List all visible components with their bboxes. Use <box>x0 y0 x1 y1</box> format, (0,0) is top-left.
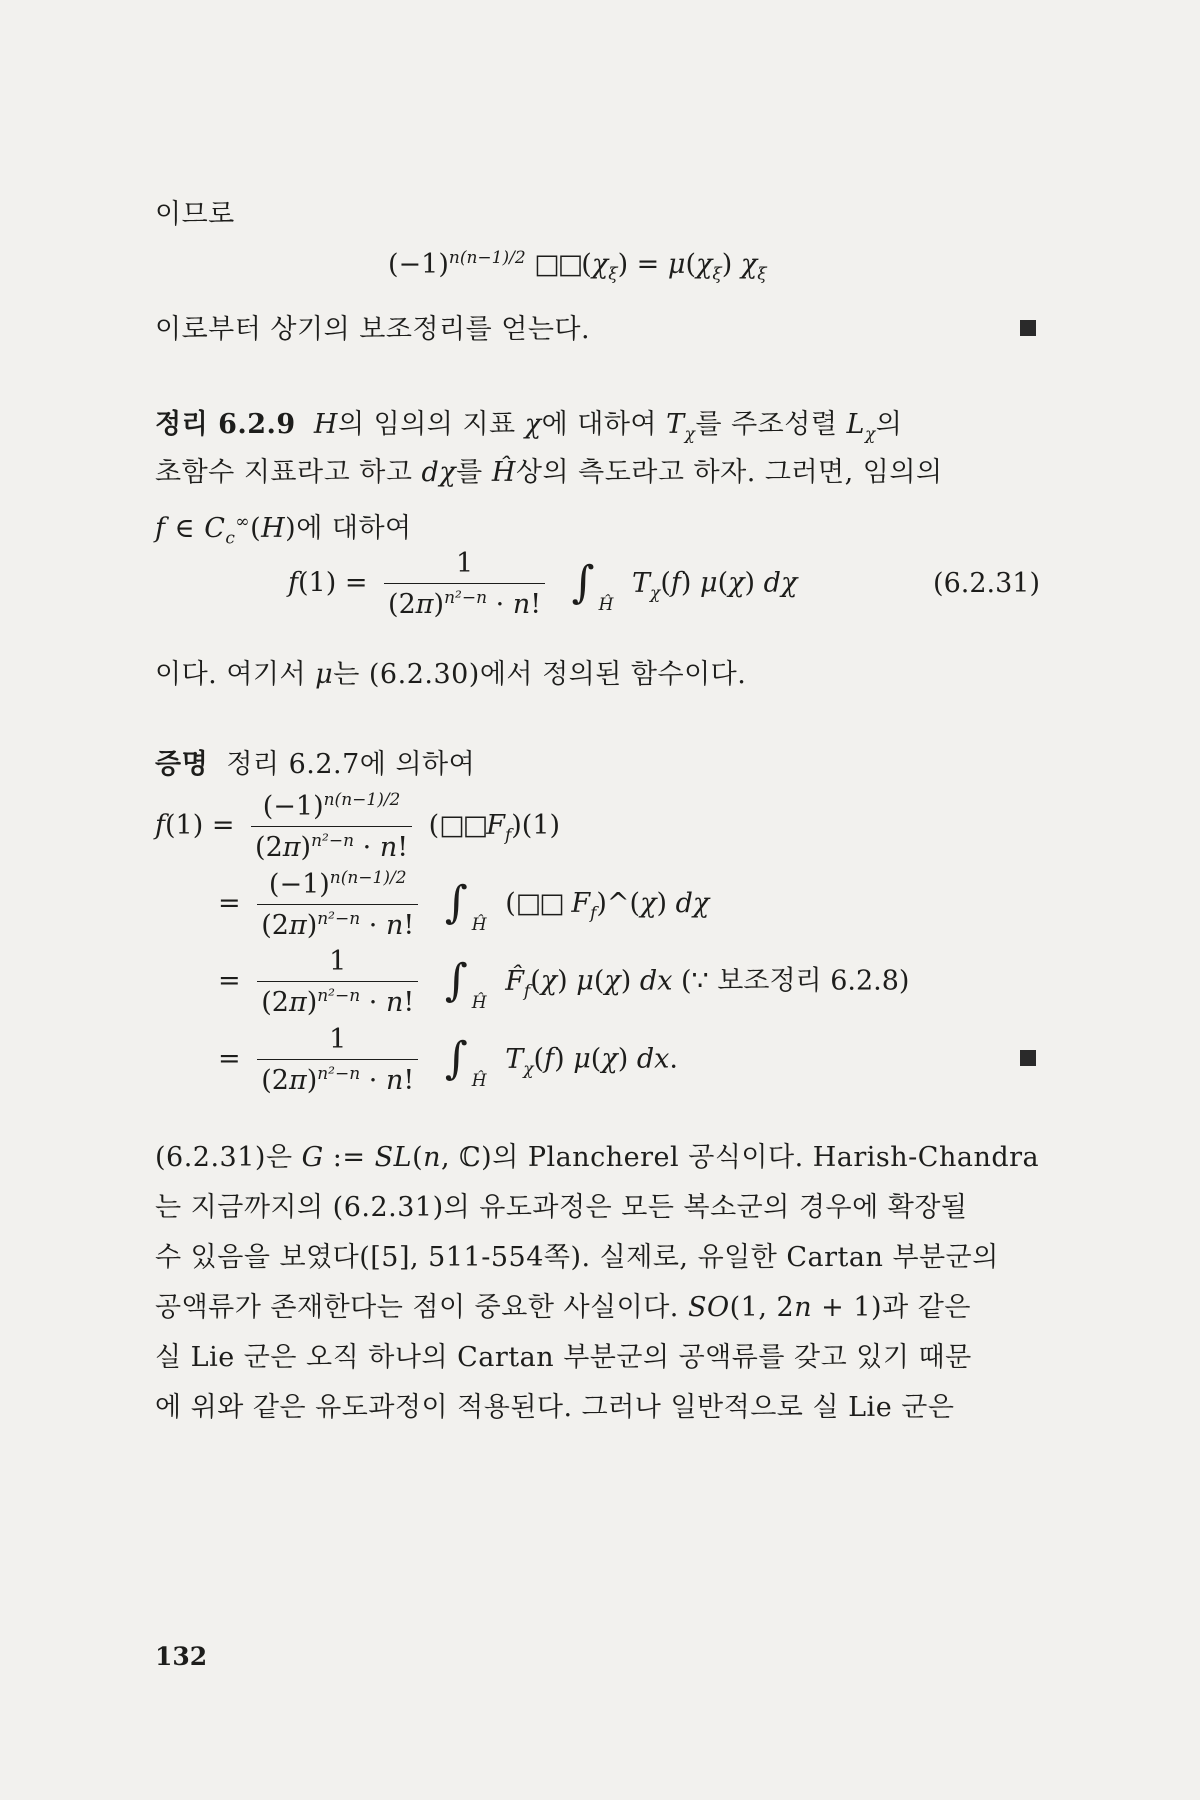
theorem-line-2: 초함수 지표라고 하고 dχ를 Ĥ상의 측도라고 하자. 그러면, 임의의 <box>155 457 943 488</box>
theorem-after-line: 이다. 여기서 μ는 (6.2.30)에서 정의된 함수이다. <box>155 659 747 690</box>
proof-line <box>155 740 1040 790</box>
proof-equation-1: f(1) = $\frac{(-1)^{n(n-1)/2}}{(2\pi)^{n^2-n} \cdot n!}$ $(□□F_f)(1)$ <box>155 790 561 863</box>
theorem-text-3: 에 대하여 <box>296 513 412 544</box>
equation-6-2-31: f(1) = $\frac{1}{(2\pi)^{n^2-n} \cdot n!}$ ∫ $_Ĥ$ $T_\chi(f)$ μ(χ) dχ <box>288 548 798 620</box>
para-text-4a: 공액류가 존재한다는 점이 중요한 사실이다. <box>155 1292 679 1323</box>
proof-text: 정리 6.2.7에 의하여 <box>226 749 476 780</box>
theorem-text-1a: 의 임의의 지표 <box>337 409 516 440</box>
para-line-2: 는 지금까지의 (6.2.31)의 유도과정은 모든 복소군의 경우에 확장될 <box>155 1192 968 1223</box>
proof-equation-2: = $\frac{(-1)^{n(n-1)/2}}{(2\pi)^{n^2-n} \cdot n!}$ ∫ $_Ĥ$ (□□ $F_f)\^{}(\chi)$ dχ <box>218 868 710 941</box>
proof-equation-3: = $\frac{1}{(2\pi)^{n^2-n} \cdot n!}$ ∫ $_Ĥ$ $F̂_f(\chi)$ μ(χ) dx (∵ 보조정리 6.2.8) <box>218 946 910 1018</box>
page-number: 132 <box>155 1642 208 1671</box>
para-line-6: 에 위와 같은 유도과정이 적용된다. 그러나 일반적으로 실 Lie 군은 <box>155 1392 955 1423</box>
theorem-after-text-b: 는 (6.2.30)에서 정의된 함수이다. <box>333 659 747 690</box>
theorem-line-1: 정리 6.2.9 H의 임의의 지표 χ에 대하여 $T_\chi$를 주조성렬 $L_\chi$의 <box>155 409 903 445</box>
para-line-5: 실 Lie 군은 오직 하나의 Cartan 부분군의 공액류를 갖고 있기 때문 <box>155 1342 972 1373</box>
proof-equation-4: = $\frac{1}{(2\pi)^{n^2-n} \cdot n!}$ ∫ $_Ĥ$ $T_\chi(f)$ μ(χ) dx. <box>218 1024 678 1096</box>
para-text-4b: 과 같은 <box>882 1292 971 1323</box>
para-line-1: (6.2.31)은 G := SL(n, ℂ)의 Plancherel 공식이다. Harish-Chandra <box>155 1142 1040 1173</box>
text-line-imeuro: 이므로 <box>155 199 235 230</box>
equation-display-1: $(-1)^{n(n-1)/2}$ $□□(\chi_\xi) = \mu(\chi_\xi)$ $\chi_\xi$ <box>388 248 767 285</box>
para-line-4: 공액류가 존재한다는 점이 중요한 사실이다. SO(1, 2n + 1)과 같은 <box>155 1292 971 1323</box>
para-line-3: 수 있음을 보였다([5], 511-554쪽). 실제로, 유일한 Cartan 부분군의 <box>155 1242 999 1273</box>
theorem-text-1c: 를 주조성렬 <box>695 409 838 440</box>
para-text-1b: 의 Plancherel 공식이다. Harish-Chandra <box>492 1142 1040 1173</box>
qed-square <box>1020 320 1036 336</box>
text-line-irobuteo: 이로부터 상기의 보조정리를 얻는다. <box>155 314 591 345</box>
theorem-after-text: 이다. 여기서 <box>155 659 307 690</box>
proof-label: 증명 <box>155 749 209 780</box>
theorem-text-2a: 초함수 지표라고 하고 <box>155 457 413 488</box>
para-text-1a: (6.2.31)은 <box>155 1142 293 1173</box>
theorem-label: 정리 6.2.9 <box>155 409 296 440</box>
equation-number: (6.2.31) <box>933 568 1040 599</box>
because-note: (∵ 보조정리 6.2.8) <box>681 965 910 997</box>
theorem-line-3: f ∈ $C_c^\infty(H)$에 대하여 <box>155 512 412 549</box>
qed-square-proof <box>1020 1050 1036 1066</box>
theorem-text-1b: 에 대하여 <box>541 409 658 440</box>
theorem-text-1d: 의 <box>875 409 903 440</box>
theorem-text-2b: 를 <box>456 457 483 488</box>
theorem-text-2c: 상의 측도라고 하자. 그러면, 임의의 <box>515 457 943 488</box>
